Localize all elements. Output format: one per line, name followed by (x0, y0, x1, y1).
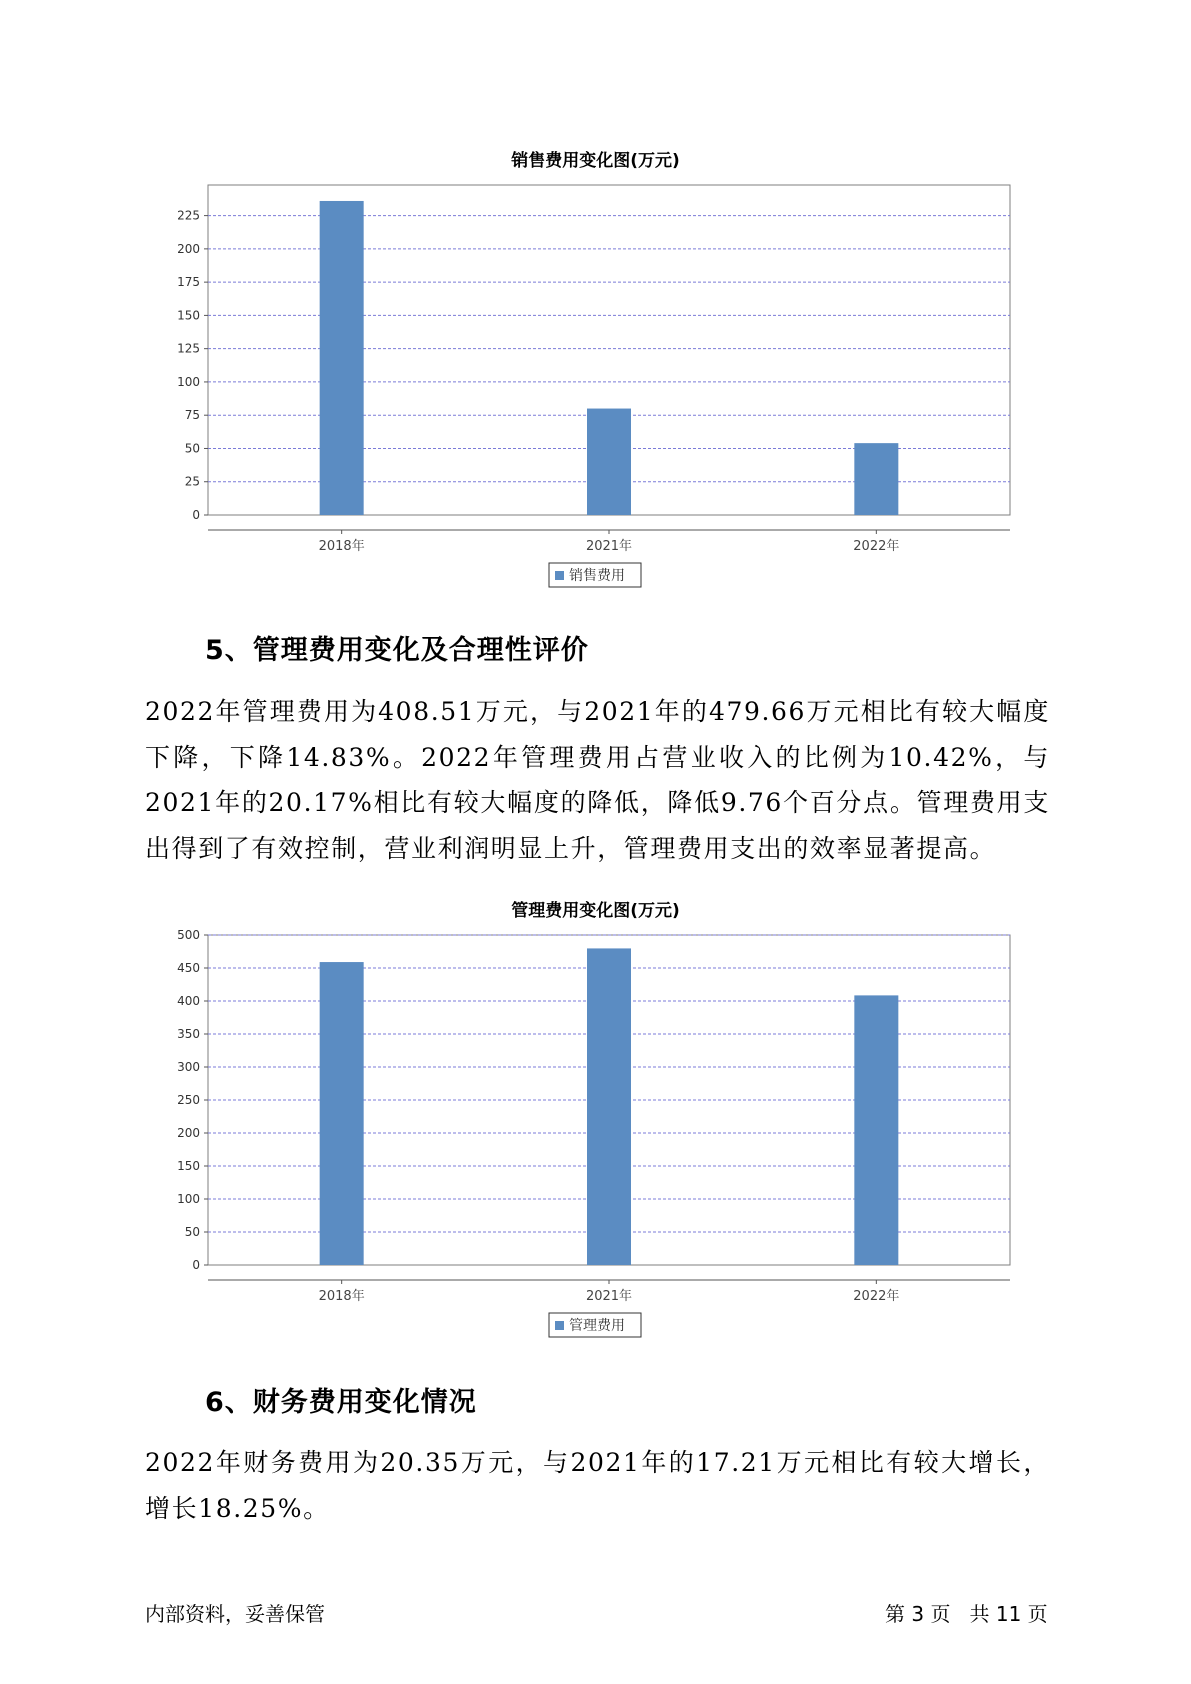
chart1-ytick-label: 100 (177, 374, 200, 389)
chart2-ytick-label: 250 (177, 1093, 200, 1107)
chart2-xtick-label: 2022年 (853, 1289, 900, 1304)
chart1-bar (320, 201, 364, 515)
chart1-ytick-label: 200 (177, 241, 200, 256)
chart1-xtick-label: 2018年 (318, 539, 365, 554)
chart1-bar (854, 443, 898, 515)
chart2-bar (320, 962, 364, 1265)
chart1-ytick-label: 75 (184, 408, 200, 423)
admin-expense-chart (0, 920, 1191, 1340)
chart2-ytick-label: 500 (177, 928, 200, 942)
chart1-title: 销售费用变化图(万元) (511, 151, 680, 171)
chart1-legend-label: 销售费用 (569, 568, 625, 584)
chart2-legend-swatch (555, 1321, 564, 1330)
section5-paragraph: 2022年管理费用为408.51万元，与2021年的479.66万元相比有较大幅度下降，下降14.83%。2022年管理费用占营业收入的比例为10.42%，与2021年的20.17%相比有较大幅度的降低，降低9.76个百分点。管理费用支出得到了有效控制，营业利润明显上升，管理费用支出的效率显著提高。 (145, 697, 1050, 863)
chart2-bar (854, 995, 898, 1265)
chart2-ytick-label: 150 (177, 1159, 200, 1173)
chart2-ytick-label: 300 (177, 1060, 200, 1074)
chart1-xtick-label: 2022年 (853, 539, 900, 554)
chart2-ytick-label: 100 (177, 1192, 200, 1206)
chart2-legend-label: 管理费用 (569, 1318, 625, 1334)
chart2-xtick-label: 2021年 (585, 1289, 633, 1304)
chart1-xtick-label: 2021年 (585, 539, 633, 554)
section6-heading: 6、财务费用变化情况 (205, 1387, 477, 1418)
chart1-ytick-label: 50 (184, 441, 200, 456)
chart2-ytick-label: 200 (177, 1126, 200, 1140)
chart1-ytick-label: 150 (177, 308, 200, 323)
footer-confidential: 内部资料，妥善保管 (145, 1602, 325, 1626)
chart1-ytick-label: 225 (177, 208, 200, 223)
footer-page-number: 第 3 页 共 11 页 (885, 1602, 1048, 1626)
section5-heading: 5、管理费用变化及合理性评价 (205, 635, 589, 666)
chart1-ytick-label: 175 (177, 275, 200, 290)
chart2-ytick-label: 350 (177, 1027, 200, 1041)
chart1-ytick-label: 125 (177, 341, 200, 356)
chart2-ytick-label: 0 (192, 1258, 200, 1272)
section6-paragraph: 2022年财务费用为20.35万元，与2021年的17.21万元相比有较大增长，增长18.25%。 (145, 1448, 1050, 1523)
chart1-bar (587, 409, 631, 515)
chart2-xtick-label: 2018年 (318, 1289, 365, 1304)
sales-expense-chart (0, 170, 1191, 590)
chart2-bar (587, 948, 631, 1265)
chart1-legend-swatch (555, 571, 564, 580)
chart2-ytick-label: 50 (184, 1225, 200, 1239)
chart2-ytick-label: 400 (177, 994, 200, 1008)
chart1-ytick-label: 25 (184, 474, 200, 489)
chart1-ytick-label: 0 (192, 508, 200, 522)
chart2-title: 管理费用变化图(万元) (511, 901, 680, 921)
chart2-ytick-label: 450 (177, 961, 200, 975)
